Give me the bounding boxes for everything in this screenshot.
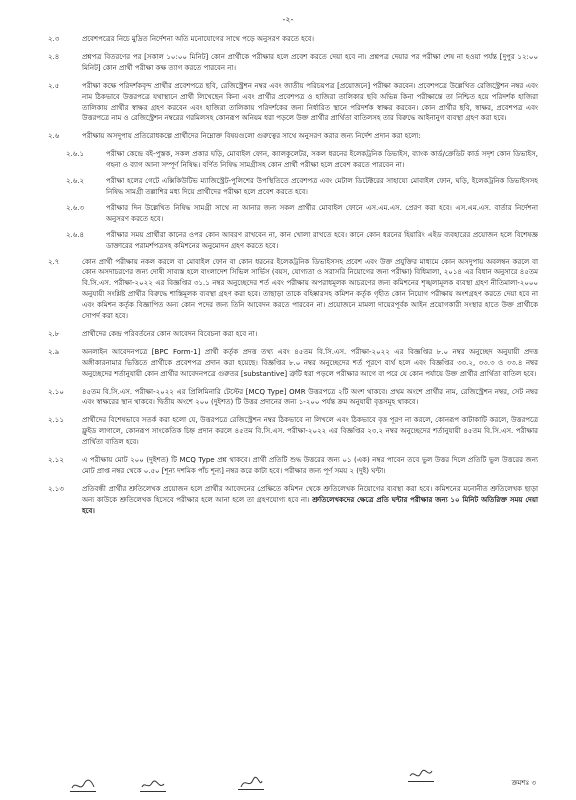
- list-item: [48, 387, 538, 409]
- item-text: প্রশ্নপত্র বিতরণের পর [সকাল ১০:০০ মিনিট] কোন প্রার্থীকে পরীক্ষার হলে প্রবেশ করতে দেয়া হবে না। প্রশ্নপত্র দেয়ার পর পরীক্ষা শেষ না হওয়া পর্যন্ত [দুপুর ১২:০০ মিনিট] কোন প্রার্থী পরীক্ষা কক্ষ ত্যাগ করতে পারবেন না।: [82, 52, 538, 72]
- item-number: ২.১১: [48, 416, 64, 425]
- signature-mark: [140, 777, 166, 792]
- item-number: ২.৬: [48, 132, 60, 141]
- item-number: ২.৩: [48, 35, 60, 43]
- subitem-text: পরীক্ষা হলের গেটে এক্সিকিউটিভ ম্যাজিস্ট্রেট-পুলিশের উপস্থিতিতে প্রবেশপত্র এবং মেটাল ডিটেক্টরের সাহায্যে মোবাইল ফোন, ঘড়ি, ইলেকট্রনিক ডিভাইসসহ নিষিদ্ধ সামগ্রী তল্লাশির মধ্য দিয়ে প্রার্থীদের পরীক্ষা হলে প্রবেশ করতে হবে।: [106, 177, 538, 196]
- signature-mark: [70, 777, 96, 792]
- subitem-number: ২.৬.৩: [66, 203, 85, 212]
- item-text: প্রতিবন্ধী প্রার্থীর শ্রুতিলেখক প্রয়োজন হলে প্রার্থীর আবেদনের প্রেক্ষিতে কমিশন থেকে শ্রুতিলেখক নিয়োগের ব্যবস্থা করা হবে। কমিশনের মনোনীত শ্রুতিলেখক ছাড়া অন্য কাউকে শ্রুতিলেখক হিসেবে পরীক্ষার হলে আনা হলে তা গ্রহণযোগ্য হবে না।: [82, 484, 538, 504]
- item-number: ২.৪: [48, 52, 60, 61]
- subitem-number: ২.৬.২: [66, 177, 85, 186]
- item-text: প্রবেশপত্রের নিচে মুদ্রিত নির্দেশনা অতি মনোযোগের সাথে পড়ে অনুসরণ করতে হবে।: [82, 35, 315, 43]
- item-number: ২.১৩: [48, 484, 64, 493]
- signature-mark: [238, 775, 264, 790]
- item-bold-text: শ্রুতিলেখকদের ক্ষেত্রে প্রতি ঘন্টার পরীক্ষার জন্য ১০ মিনিট অতিরিক্ত সময় দেয়া হবে।: [82, 495, 538, 515]
- sub-list-item: [48, 230, 538, 252]
- item-number: ২.৫: [48, 81, 60, 90]
- instructions-body: [48, 34, 538, 524]
- subitem-number: ২.৬.১: [66, 150, 85, 159]
- list-item: [48, 52, 538, 74]
- signature-mark: [408, 767, 434, 782]
- item-number: ২.৯: [48, 347, 60, 356]
- list-item: [48, 347, 538, 380]
- list-item: [48, 455, 538, 477]
- sub-list-item: [48, 176, 538, 198]
- list-item: [48, 131, 538, 142]
- subitem-number: ২.৬.৪: [66, 230, 85, 239]
- subitem-text: পরীক্ষা কেন্দ্রে বই-পুস্তক, সকল প্রকার ঘড়ি, মোবাইল ফোন, ক্যালকুলেটর, সকল ধরনের ইলেকট্রনিক ডিভাইস, ব্যাংক কার্ড/ক্রেডিট কার্ড সদৃশ কোন ডিভাইস, গহনা ও ব্যাগ আনা সম্পূর্ণ নিষিদ্ধ। বর্ণিত নিষিদ্ধ সামগ্রীসহ কোন প্রার্থী পরীক্ষা হলে প্রবেশ করতে পারবেন না।: [106, 150, 538, 170]
- list-item: [48, 484, 538, 517]
- item-number: ২.১০: [48, 387, 64, 396]
- item-text: পরীক্ষা কক্ষে পরিদর্শকবৃন্দ প্রার্থীর প্রবেশপত্রে ছবি, রেজিস্ট্রেশন নম্বর এবং জাতীয় পরিচয়পত্র [প্রয়োজনে] পরীক্ষা করবেন। প্রবেশপত্রে উল্লেখিত রেজিস্ট্রেশন নম্বর এবং নাম ঠিকভাবে উত্তরপত্রে যথাস্থানে প্রার্থী লিখেছেন কিনা এবং প্রার্থীর প্রবেশপত্র ও হাজিরা তালিকার ছবি অভিন্ন কিনা পরীক্ষান্তে তা নিশ্চিত হয়ে পরিদর্শক হাজিরা তালিকায় প্রার্থীর স্বাক্ষর গ্রহণ করবেন এবং হাজিরা তালিকায় পরিদর্শকের জন্য নির্ধারিত স্থানে পরিদর্শক স্বাক্ষর করবেন। কোন প্রার্থীর ছবি, স্বাক্ষর, প্রবেশপত্র এবং উত্তরপত্রে নাম ও রেজিস্ট্রেশন নম্বরের গরমিলসহ কোনরূপ অনিয়ম ধরা পড়লে উক্ত প্রার্থীর প্রার্থিতা বাতিলসহ তার বিরুদ্ধে আইনানুগ ব্যবস্থা গ্রহণ করা হবে।: [82, 81, 538, 123]
- list-item: [48, 81, 538, 125]
- item-text: অনলাইন আবেদনপত্রে [BPC Form-1] প্রার্থী কর্তৃক প্রদত্ত তথ্য এবং ৪৫তম বি.সি.এস. পরীক্ষা-২০২২ এর বিজ্ঞপ্তির ৮.০ নম্বর অনুচ্ছেদ অনুযায়ী প্রদত্ত অঙ্গীকারনামার ভিত্তিতে প্রার্থীকে প্রবেশপত্র প্রদান করা হয়েছে। বিজ্ঞপ্তির ৮.০ নম্বর অনুচ্ছেদের শর্ত পূরণে ব্যর্থ হলে এবং বিজ্ঞপ্তির ৩৩.২, ৩৩.৩ ও ৩৩.৪ নম্বর অনুচ্ছেদের শর্তানুযায়ী কোন প্রার্থীর আবেদনপত্রে গুরুতর [substantive] ত্রুটি ধরা পড়লে পরীক্ষার আগে বা পরে যে কোন পর্যায়ে উক্ত প্রার্থীর প্রার্থিতা বাতিল হবে।: [82, 347, 538, 378]
- item-text: পরীক্ষায় অসদুপায় প্রতিরোধকল্পে প্রার্থীদের নিম্নোক্ত বিষয়গুলো গুরুত্বের সাথে অনুসরণ করার জন্য নির্দেশ প্রদান করা হলো:: [82, 132, 421, 141]
- signature-footer: [0, 755, 576, 800]
- sub-list-item: [48, 149, 538, 171]
- item-number: ২.১২: [48, 456, 64, 465]
- list-item: [48, 329, 538, 340]
- list-item: [48, 257, 538, 322]
- item-text: প্রার্থীদের কেন্দ্র পরিবর্তনের কোন আবেদন বিবেচনা করা হবে না।: [82, 329, 258, 338]
- page-number: -২-: [282, 15, 294, 24]
- item-text: প্রার্থীদের বিশেষভাবে সতর্ক করা হলো যে, উত্তরপত্রে রেজিস্ট্রেশন নম্বর ঠিকভাবে না লিখলে এবং ঠিকভাবে বৃত্ত পূরণ না করলে, কোনরূপ কাটাকাটি করলে, উত্তরপত্রে ফ্লুইড লাগালে, কোনরূপ সাংকেতিক চিহ্ন প্রদান করলে ৪৫তম বি.সি.এস. পরীক্ষা-২০২২ এর বিজ্ঞপ্তির ২৩.২ নম্বর অনুচ্ছেদের শর্তানুযায়ী ৪৫তম বি.সি.এস. পরীক্ষার প্রার্থিতা বাতিল হবে।: [82, 416, 538, 447]
- subitem-text: পরীক্ষার দিন উল্লেখিত নিষিদ্ধ সামগ্রী সাথে না আনার জন্য সকল প্রার্থীর মোবাইল ফোনে এস.এম.এস. প্রেরণ করা হবে। এস.এম.এস. বার্তার নির্দেশনা অনুসরণ করতে হবে।: [106, 203, 538, 223]
- list-item: [48, 34, 538, 45]
- sub-list-item: [48, 203, 538, 225]
- item-number: ২.৭: [48, 257, 60, 266]
- item-text: ৪৫তম বি.সি.এস. পরীক্ষা-২০২২ এর প্রিলিমিনারি টেস্টের [MCQ Type] OMR উত্তরপত্রে ২টি অংশ থাকবে। প্রথম অংশে প্রার্থীর নাম, রেজিস্ট্রেশন নম্বর, সেট নম্বর এবং স্বাক্ষরের স্থান থাকবে। দ্বিতীয় অংশে ২০০ (দুইশত) টি উত্তর প্রদানের জন্য ১-২০০ পর্যন্ত ক্রম অনুযায়ী বৃত্তসমূহ থাকবে।: [82, 387, 538, 407]
- continued-label: ক্রমশঃ ৩: [511, 779, 536, 787]
- subitem-text: পরীক্ষার সময় প্রার্থীরা কানের ওপর কোন আবরণ রাখবেন না, কান খোলা রাখতে হবে। কানে কোন ধরনের হিয়ারিং এইড ব্যবহারের প্রয়োজন হলে বিশেষজ্ঞ ডাক্তারের পরামর্শপত্রসহ কমিশনের অনুমোদন গ্রহণ করতে হবে।: [106, 230, 538, 250]
- list-item: [48, 415, 538, 448]
- item-text: এ পরীক্ষায় মোট ২০০ (দুইশত) টি MCQ Type প্রশ্ন থাকবে। প্রার্থী প্রতিটি শুদ্ধ উত্তরের জন্য ০১ (এক) নম্বর পাবেন তবে ভুল উত্তর দিলে প্রতিটি ভুল উত্তরের জন্য মোট প্রাপ্ত নম্বর থেকে ০.৫০ [শূন্য দশমিক পাঁচ শূন্য] নম্বর করে কাটা হবে। পরীক্ষার জন্য পূর্ণ সময় ২ (দুই) ঘন্টা।: [82, 456, 538, 475]
- item-text: কোন প্রার্থী পরীক্ষায় নকল করলে বা মোবাইল ফোন বা কোন ধরনের ইলেকট্রনিক ডিভাইসসহ প্রবেশ এবং উক্ত প্রযুক্তির মাধ্যমে কোন অসদুপায় অবলম্বন করলে বা কোন অসদাচরণের জন্য দোষী সাব্যস্ত হলে বাংলাদেশ সিভিল সার্ভিস (বয়স, যোগ্যতা ও সরাসরি নিয়োগের জন্য পরীক্ষা) বিধিমালা, ২০১৪ এর বিধান অনুসারে ৪৫তম বি.সি.এস. পরীক্ষা-২০২২ এর বিজ্ঞপ্তির ৩১.১ নম্বর অনুচ্ছেদের শর্ত এবং পরীক্ষায় অপরাধমূলক আচরণের জন্য কমিশনের শৃঙ্খলামূলক ব্যবস্থা গ্রহণ নীতিমালা-২০০০ অনুযায়ী সংশ্লিষ্ট প্রার্থীর বিরুদ্ধে শাস্তিমূলক ব্যবস্থা গ্রহণ করা হবে। তাছাড়া তাকে বহিষ্কারসহ কমিশন কর্তৃক গৃহীত কোন নিয়োগ পরীক্ষায় অংশগ্রহণ করতে দেয়া হবে না এবং কমিশন কর্তৃক বিজ্ঞাপিত অন্য কোন পদের জন্য তিনি আবেদন করতে পারবেন না। প্রয়োজনে মামলা দায়েরপূর্বক আইন প্রয়োগকারী সংস্থার হাতে উক্ত প্রার্থীকে সোপর্দ করা হবে।: [82, 257, 538, 321]
- item-number: ২.৮: [48, 329, 60, 338]
